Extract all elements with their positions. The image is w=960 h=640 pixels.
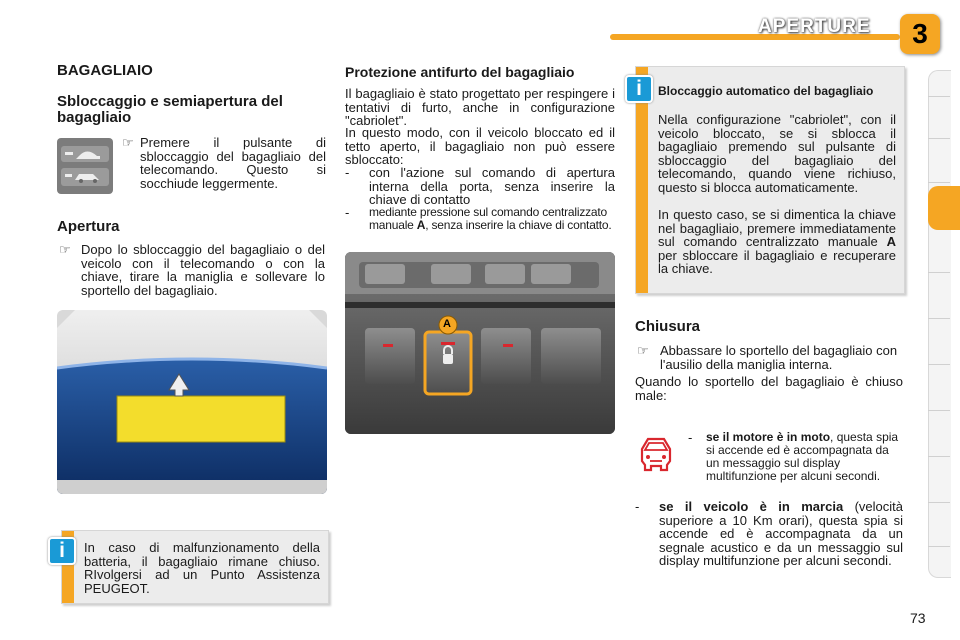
tab-divider xyxy=(928,546,950,547)
antitheft-title: Protezione antifurto del bagagliaio xyxy=(345,64,575,80)
tab-divider xyxy=(928,96,950,97)
dash-1: - xyxy=(345,165,350,180)
autolock-title: Bloccaggio automatico del bagagliaio xyxy=(658,84,874,98)
dash-engine: - xyxy=(688,430,693,445)
button-a-label: A xyxy=(443,318,451,330)
unlock-title: Sbloccaggio e semiapertura del bagagliaio xyxy=(57,93,283,126)
vehicle-moving-text xyxy=(659,500,903,568)
info-icon: i xyxy=(625,75,653,103)
tab-divider xyxy=(928,410,950,411)
unlock-text: Premere il pulsante di sbloccaggio del bagagliaio del telecomando. Questo si socchiude leggermente. xyxy=(140,135,326,191)
autolock-p1: Nella configurazione "cabriolet", con il veicolo bloccato, se si sblocca il bagagliaio premendo sul pulsante di sbloccaggio del bagagliaio del telecomando, quando viene richiuso, questo si blocca automaticamente. xyxy=(658,112,896,195)
close-p2: Quando lo sportello del bagagliaio è chiuso male: xyxy=(635,374,903,403)
engine-running-text xyxy=(706,431,904,483)
antitheft-p2: In questo modo, con il veicolo bloccato ed il tetto aperto, il bagagliaio non può essere sbloccato: xyxy=(345,125,615,167)
open-title: Apertura xyxy=(57,218,120,235)
tab-divider xyxy=(928,138,950,139)
antitheft-p1: Il bagagliaio è stato progettato per respingere i tentativi di furto, anche in configurazione "cabriolet". xyxy=(345,86,615,128)
antitheft-li2 xyxy=(369,206,615,232)
close-text: Abbassare lo sportello del bagagliaio con l'ausilio della maniglia interna. xyxy=(660,343,898,372)
info-box-battery xyxy=(61,530,329,604)
autolock-p2-a: In questo caso, se si dimentica la chiave nel bagagliaio, premere immediatamente sul comando centralizzato manuale xyxy=(658,207,896,249)
dash-2: - xyxy=(345,205,350,220)
bullet-icon: ☞ xyxy=(637,343,649,358)
bullet-icon: ☞ xyxy=(59,242,71,257)
info-icon: i xyxy=(48,537,76,565)
autolock-p2-b: per sbloccare il bagagliaio e recuperare la chiave. xyxy=(658,247,896,276)
li2-part-a: mediante pressione sul comando centralizzato manuale xyxy=(369,205,608,232)
tab-active-chapter[interactable] xyxy=(928,186,960,230)
engine-rest: , questa spia si accende ed è accompagnata da un messaggio sul display multifunzione per alcuni secondi. xyxy=(706,430,899,483)
trunk-lid-photo xyxy=(57,310,327,494)
page-title: APERTURE xyxy=(758,16,871,37)
chapter-badge: 3 xyxy=(900,14,940,54)
tab-divider xyxy=(928,456,950,457)
remote-control-icon xyxy=(57,138,113,194)
tab-divider xyxy=(928,182,950,183)
tab-divider xyxy=(928,272,950,273)
li2-part-b: , senza inserire la chiave di contatto. xyxy=(425,218,612,232)
tab-divider xyxy=(928,502,950,503)
dashboard-buttons-photo xyxy=(345,252,615,434)
moving-bold: se il veicolo è in marcia xyxy=(659,499,844,514)
section-title: BAGAGLIAIO xyxy=(57,62,153,79)
li2-bold: A xyxy=(416,218,426,232)
antitheft-li1: con l'azione sul comando di apertura interna della porta, senza inserire la chiave di contatto xyxy=(369,165,615,207)
battery-info-text: In caso di malfunzionamento della batteria, il bagagliaio rimane chiuso. RIvolgersi ad un Punto Assistenza PEUGEOT. xyxy=(84,540,320,596)
autolock-p2 xyxy=(658,208,896,276)
open-text: Dopo lo sbloccaggio del bagagliaio o del veicolo con il telecomando o con la chiave, tirare la maniglia e sollevare lo sportello del bagagliaio. xyxy=(81,242,325,298)
page-number: 73 xyxy=(910,610,926,626)
dash-moving: - xyxy=(635,499,640,514)
engine-bold: se il motore è in moto xyxy=(706,430,831,444)
close-title: Chiusura xyxy=(635,318,701,335)
autolock-p2-bold: A xyxy=(886,234,896,249)
tab-divider xyxy=(928,364,950,365)
tab-divider xyxy=(928,318,950,319)
boot-open-warning-icon xyxy=(636,434,676,474)
bullet-icon: ☞ xyxy=(122,135,134,150)
info-box-autolock xyxy=(635,66,905,294)
moving-rest: (velocità superiore a 10 Km orari), questa spia si accende ed è accompagnata da un segnale acustico e da un messaggio sul display multifunzione per alcuni secondi. xyxy=(659,499,903,568)
